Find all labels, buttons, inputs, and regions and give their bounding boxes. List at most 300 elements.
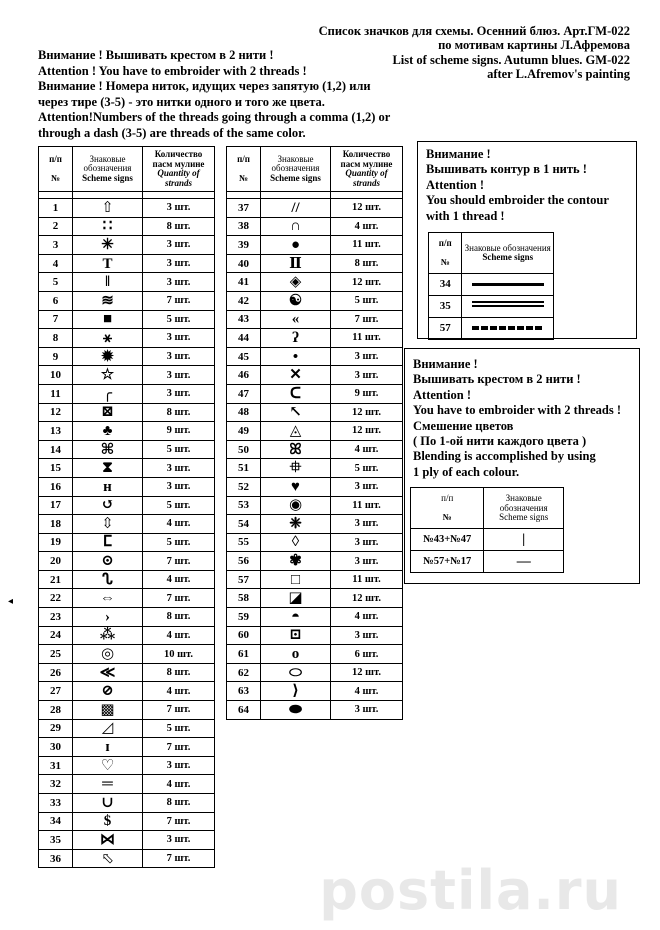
scheme-sign-icon: ⊠ [73, 403, 143, 422]
table-row [227, 403, 403, 422]
row-number: 60 [227, 626, 261, 645]
row-quantity: 7 шт. [143, 701, 215, 720]
intro-line-5: Attention!Numbers of the threads going through a comma (1,2) or [38, 110, 391, 124]
watermark: postila.ru [319, 859, 622, 922]
col-header-sign: Знаковые обозначения Scheme signs [261, 147, 331, 192]
blending-line-6: ( По 1-ой нити каждого цвета ) [413, 434, 587, 449]
row-number: 57 [227, 570, 261, 589]
contour-line-3: Attention ! [426, 177, 484, 192]
scheme-sign-icon: ‖ [73, 273, 143, 292]
scheme-sign-icon: н [73, 477, 143, 496]
table-row [227, 366, 403, 385]
scheme-sign-icon: ◬ [261, 422, 331, 441]
row-number: 24 [39, 626, 73, 645]
table-row [39, 422, 215, 441]
row-number: 29 [39, 719, 73, 738]
scheme-sign-icon: □ [261, 570, 331, 589]
scheme-sign-icon: ▩ [73, 701, 143, 720]
blending-line-2: Вышивать крестом в 2 нити ! [413, 372, 581, 387]
row-quantity: 7 шт. [143, 552, 215, 571]
blending-line-5: Смешение цветов [413, 418, 514, 433]
row-quantity: 7 шт. [143, 849, 215, 868]
contour-row [429, 274, 554, 296]
table-row [227, 440, 403, 459]
blending-row-number: №57+№17 [411, 551, 484, 573]
scheme-sign-icon: • [261, 347, 331, 366]
scheme-sign-icon: « [261, 310, 331, 329]
table-row [39, 366, 215, 385]
table-row [227, 273, 403, 292]
scheme-sign-icon: ⊡ [261, 626, 331, 645]
row-quantity: 8 шт. [143, 663, 215, 682]
scheme-sign-icon: ◉ [261, 496, 331, 515]
row-quantity: 12 шт. [331, 589, 403, 608]
row-quantity: 12 шт. [331, 273, 403, 292]
row-number: 52 [227, 477, 261, 496]
row-number: 16 [39, 477, 73, 496]
scheme-sign-icon: ⟩ [261, 682, 331, 701]
row-quantity: 11 шт. [331, 496, 403, 515]
contour-line-double-icon [462, 296, 554, 318]
header-line-3: List of scheme signs. Autumn blues. GM-022 [392, 52, 630, 67]
row-quantity: 4 шт. [143, 626, 215, 645]
scheme-sign-icon: ● [261, 236, 331, 255]
table-row [39, 701, 215, 720]
table-row [227, 515, 403, 534]
row-quantity: 3 шт. [143, 366, 215, 385]
symbol-rows-left [39, 192, 215, 868]
blending-line-3: Attention ! [413, 387, 471, 402]
row-quantity: 4 шт. [331, 682, 403, 701]
scheme-sign-icon: ♥ [261, 477, 331, 496]
row-quantity: 3 шт. [143, 236, 215, 255]
spacer-cell [39, 192, 73, 199]
table-row [227, 477, 403, 496]
scheme-sign-icon: ◪ [261, 589, 331, 608]
table-row [39, 645, 215, 664]
row-quantity: 8 шт. [331, 254, 403, 273]
intro-line-4: через тире (3-5) - это нитки одного и того же цвета. [38, 94, 325, 109]
symbol-table-right [226, 146, 403, 720]
col-header-sign: Знаковые обозначения Scheme signs [73, 147, 143, 192]
blending-sign-dash-icon: — [484, 551, 564, 573]
row-number: 26 [39, 663, 73, 682]
row-quantity: 3 шт. [143, 254, 215, 273]
row-number: 63 [227, 682, 261, 701]
row-quantity: 11 шт. [331, 236, 403, 255]
contour-row-number: 35 [429, 296, 462, 318]
table-row [39, 384, 215, 403]
table-spacer-row [227, 192, 403, 199]
scheme-sign-icon: ⇔ [73, 589, 143, 608]
scheme-sign-icon: ◈ [261, 273, 331, 292]
scheme-sign-icon: ◓ [261, 608, 331, 627]
table-row [39, 273, 215, 292]
row-number: 1 [39, 199, 73, 218]
row-quantity: 3 шт. [143, 477, 215, 496]
scheme-sign-icon: ⊙ [73, 552, 143, 571]
col-header-number: п/п № [39, 147, 73, 192]
row-quantity: 3 шт. [143, 329, 215, 348]
row-number: 8 [39, 329, 73, 348]
contour-col-sign: Знаковые обозначения Scheme signs [462, 233, 554, 274]
contour-line-4: You should embroider the contour [426, 193, 609, 208]
row-number: 14 [39, 440, 73, 459]
row-number: 10 [39, 366, 73, 385]
row-quantity: 11 шт. [331, 329, 403, 348]
symbol-rows-right [227, 192, 403, 720]
blending-col-number: п/п № [411, 488, 484, 529]
row-quantity: 4 шт. [143, 775, 215, 794]
table-row [39, 496, 215, 515]
table-row [227, 329, 403, 348]
scheme-sign-icon: ꕤ [261, 440, 331, 459]
row-quantity: 4 шт. [143, 682, 215, 701]
row-quantity: 3 шт. [143, 459, 215, 478]
table-row [227, 608, 403, 627]
row-quantity: 7 шт. [331, 310, 403, 329]
scheme-sign-icon: ⵎ [73, 533, 143, 552]
table-row [227, 682, 403, 701]
row-number: 49 [227, 422, 261, 441]
row-quantity: 7 шт. [143, 589, 215, 608]
row-number: 51 [227, 459, 261, 478]
header-line-1: Список значков для схемы. Осенний блюз. Арт.ГМ-022 [318, 24, 630, 38]
row-number: 3 [39, 236, 73, 255]
table-row [39, 329, 215, 348]
table-row [39, 682, 215, 701]
spacer-cell [73, 192, 143, 199]
row-number: 15 [39, 459, 73, 478]
table-row [227, 663, 403, 682]
spacer-cell [227, 192, 261, 199]
row-quantity: 10 шт. [143, 645, 215, 664]
table-row [39, 440, 215, 459]
row-number: 19 [39, 533, 73, 552]
row-number: 33 [39, 794, 73, 813]
scheme-sign-icon: $ [73, 812, 143, 831]
header-line-2: по мотивам картины Л.Афремова [438, 38, 630, 53]
intro-line-1: Внимание ! Вышивать крестом в 2 нити ! [38, 48, 274, 62]
row-quantity: 12 шт. [331, 199, 403, 218]
row-quantity: 3 шт. [331, 533, 403, 552]
scheme-sign-icon: ∪ [73, 794, 143, 813]
scheme-sign-icon: ᑕ [261, 384, 331, 403]
row-quantity: 4 шт. [331, 217, 403, 236]
scheme-sign-icon: ✹ [73, 347, 143, 366]
row-quantity: 3 шт. [143, 273, 215, 292]
intro-line-6: through a dash (3-5) are threads of the same color. [38, 125, 306, 140]
row-quantity: 12 шт. [331, 403, 403, 422]
table-row [39, 347, 215, 366]
row-quantity: 11 шт. [331, 570, 403, 589]
row-number: 34 [39, 812, 73, 831]
table-row [39, 608, 215, 627]
row-number: 46 [227, 366, 261, 385]
table-row [39, 738, 215, 757]
row-quantity: 3 шт. [143, 831, 215, 850]
margin-mark-icon: ◂ [8, 596, 14, 607]
col-header-quantity: Количество пасм мулине Quantity of strands [143, 147, 215, 192]
scheme-sign-icon: T [73, 254, 143, 273]
blending-table-header [411, 488, 564, 529]
table-row [227, 533, 403, 552]
blending-line-1: Внимание ! [413, 357, 478, 371]
row-quantity: 6 шт. [331, 645, 403, 664]
table-row [227, 310, 403, 329]
row-number: 6 [39, 291, 73, 310]
contour-line-thin-icon [462, 274, 554, 296]
row-quantity: 12 шт. [331, 422, 403, 441]
contour-notice-box [417, 141, 637, 339]
row-number: 40 [227, 254, 261, 273]
row-quantity: 5 шт. [143, 440, 215, 459]
table-row [39, 589, 215, 608]
row-number: 64 [227, 701, 261, 720]
row-quantity: 3 шт. [331, 347, 403, 366]
row-number: 50 [227, 440, 261, 459]
scheme-sign-icon: ⬁ [73, 849, 143, 868]
table-row [227, 496, 403, 515]
table-row [39, 663, 215, 682]
table-row [227, 347, 403, 366]
row-quantity: 3 шт. [143, 347, 215, 366]
table-header-row [227, 147, 403, 192]
row-quantity: 9 шт. [331, 384, 403, 403]
scheme-sign-icon: ◎ [73, 645, 143, 664]
row-number: 28 [39, 701, 73, 720]
row-number: 31 [39, 756, 73, 775]
row-quantity: 12 шт. [331, 663, 403, 682]
intro-line-2: Attention ! You have to embroider with 2 threads ! [38, 63, 307, 78]
table-row [227, 217, 403, 236]
row-quantity: 5 шт. [331, 459, 403, 478]
row-number: 18 [39, 515, 73, 534]
row-number: 12 [39, 403, 73, 422]
scheme-sign-icon: ↺ [73, 496, 143, 515]
row-number: 43 [227, 310, 261, 329]
scheme-sign-icon: ≋ [73, 291, 143, 310]
table-row [39, 515, 215, 534]
row-quantity: 3 шт. [143, 199, 215, 218]
spacer-cell [261, 192, 331, 199]
table-row [39, 236, 215, 255]
table-row [227, 291, 403, 310]
row-number: 21 [39, 570, 73, 589]
contour-row [429, 318, 554, 340]
row-quantity: 7 шт. [143, 812, 215, 831]
contour-row-number: 34 [429, 274, 462, 296]
row-number: 20 [39, 552, 73, 571]
row-quantity: 4 шт. [143, 570, 215, 589]
table-row [39, 756, 215, 775]
row-number: 48 [227, 403, 261, 422]
table-row [39, 719, 215, 738]
row-quantity: 5 шт. [143, 719, 215, 738]
col-header-number: п/п № [227, 147, 261, 192]
row-number: 41 [227, 273, 261, 292]
row-number: 5 [39, 273, 73, 292]
table-spacer-row [39, 192, 215, 199]
blending-notice-box [404, 348, 640, 584]
table-row [39, 199, 215, 218]
row-number: 59 [227, 608, 261, 627]
row-quantity: 8 шт. [143, 217, 215, 236]
table-row [39, 254, 215, 273]
scheme-sign-icon: ◊ [261, 533, 331, 552]
scheme-sign-icon: ʔ [261, 329, 331, 348]
scheme-sign-icon: ᔐ [73, 570, 143, 589]
table-row [227, 459, 403, 478]
row-number: 35 [39, 831, 73, 850]
table-row [39, 812, 215, 831]
contour-line-2: Вышивать контур в 1 нить ! [426, 162, 587, 177]
scheme-sign-icon: ɪ [73, 738, 143, 757]
row-quantity: 3 шт. [143, 756, 215, 775]
contour-table [428, 232, 554, 340]
row-quantity: 3 шт. [331, 701, 403, 720]
row-number: 7 [39, 310, 73, 329]
row-quantity: 5 шт. [331, 291, 403, 310]
row-number: 9 [39, 347, 73, 366]
scheme-sign-icon: ☯ [261, 291, 331, 310]
row-number: 23 [39, 608, 73, 627]
scheme-sign-icon: ♡ [73, 756, 143, 775]
row-number: 25 [39, 645, 73, 664]
table-row [227, 422, 403, 441]
scheme-sign-icon: ╭ [73, 384, 143, 403]
row-number: 32 [39, 775, 73, 794]
table-row [39, 552, 215, 571]
header-line-4: after L.Afremov's painting [487, 67, 630, 82]
table-row [39, 217, 215, 236]
scheme-sign-icon: ═ [73, 775, 143, 794]
scheme-sign-icon: ⇳ [73, 515, 143, 534]
row-number: 38 [227, 217, 261, 236]
row-number: 30 [39, 738, 73, 757]
row-quantity: 7 шт. [143, 291, 215, 310]
table-row [39, 459, 215, 478]
table-row [227, 701, 403, 720]
scheme-sign-icon: Ⅱ [261, 254, 331, 273]
row-number: 54 [227, 515, 261, 534]
scheme-sign-icon: ◿ [73, 719, 143, 738]
scheme-sign-icon: ✳ [73, 236, 143, 255]
row-number: 17 [39, 496, 73, 515]
row-number: 37 [227, 199, 261, 218]
row-number: 44 [227, 329, 261, 348]
table-row [39, 775, 215, 794]
scheme-sign-icon: ⁂ [73, 626, 143, 645]
scheme-sign-icon: ∩ [261, 217, 331, 236]
table-row [227, 199, 403, 218]
row-quantity: 5 шт. [143, 310, 215, 329]
row-number: 13 [39, 422, 73, 441]
row-number: 22 [39, 589, 73, 608]
blending-sign-bar-icon: | [484, 529, 564, 551]
scheme-sign-icon: // [261, 199, 331, 218]
contour-row-number: 57 [429, 318, 462, 340]
scheme-sign-icon: ⯐ [261, 459, 331, 478]
row-number: 53 [227, 496, 261, 515]
table-row [39, 849, 215, 868]
table-row [227, 589, 403, 608]
scheme-sign-icon: ⌘ [73, 440, 143, 459]
row-quantity: 5 шт. [143, 533, 215, 552]
contour-col-number: п/п № [429, 233, 462, 274]
scheme-sign-icon: ⬬ [261, 701, 331, 720]
scheme-sign-icon: ⚹ [73, 329, 143, 348]
table-row [227, 570, 403, 589]
row-number: 27 [39, 682, 73, 701]
blending-line-8: 1 ply of each colour. [413, 464, 520, 479]
row-number: 58 [227, 589, 261, 608]
row-quantity: 3 шт. [331, 626, 403, 645]
row-quantity: 3 шт. [331, 515, 403, 534]
blending-line-4: You have to embroider with 2 threads ! [413, 403, 621, 418]
scheme-sign-icon: ⋈ [73, 831, 143, 850]
scheme-sign-icon: › [73, 608, 143, 627]
scheme-sign-icon: ✾ [261, 552, 331, 571]
row-quantity: 4 шт. [331, 608, 403, 627]
row-number: 39 [227, 236, 261, 255]
table-row [39, 403, 215, 422]
intro-line-3: Внимание ! Номера ниток, идущих через запятую (1,2) или [38, 79, 371, 93]
row-quantity: 3 шт. [331, 477, 403, 496]
scheme-sign-icon: ☆ [73, 366, 143, 385]
scheme-sign-icon: ♣ [73, 422, 143, 441]
table-row [39, 794, 215, 813]
table-row [39, 477, 215, 496]
blending-row [411, 551, 564, 573]
row-quantity: 4 шт. [143, 515, 215, 534]
scheme-sign-icon: ∷ [73, 217, 143, 236]
scheme-sign-icon: ✕ [261, 366, 331, 385]
table-row [227, 626, 403, 645]
row-quantity: 8 шт. [143, 794, 215, 813]
table-row [227, 384, 403, 403]
row-number: 36 [39, 849, 73, 868]
blending-table [410, 487, 564, 573]
contour-line-dashed-icon [462, 318, 554, 340]
row-quantity: 8 шт. [143, 608, 215, 627]
row-quantity: 3 шт. [331, 366, 403, 385]
table-row [39, 831, 215, 850]
spacer-cell [143, 192, 215, 199]
table-row [39, 291, 215, 310]
row-number: 55 [227, 533, 261, 552]
row-number: 11 [39, 384, 73, 403]
intro-notes [38, 48, 390, 141]
row-quantity: 5 шт. [143, 496, 215, 515]
scheme-sign-icon: ⊘ [73, 682, 143, 701]
row-number: 62 [227, 663, 261, 682]
contour-line-5: with 1 thread ! [426, 208, 505, 223]
table-row [227, 236, 403, 255]
symbol-table-left [38, 146, 215, 868]
row-number: 4 [39, 254, 73, 273]
row-number: 2 [39, 217, 73, 236]
table-row [39, 570, 215, 589]
row-number: 42 [227, 291, 261, 310]
scheme-sign-icon: ⬭ [261, 663, 331, 682]
table-row [227, 645, 403, 664]
row-quantity: 9 шт. [143, 422, 215, 441]
scheme-sign-icon: ■ [73, 310, 143, 329]
table-row [39, 533, 215, 552]
table-row [39, 626, 215, 645]
row-quantity: 3 шт. [331, 552, 403, 571]
